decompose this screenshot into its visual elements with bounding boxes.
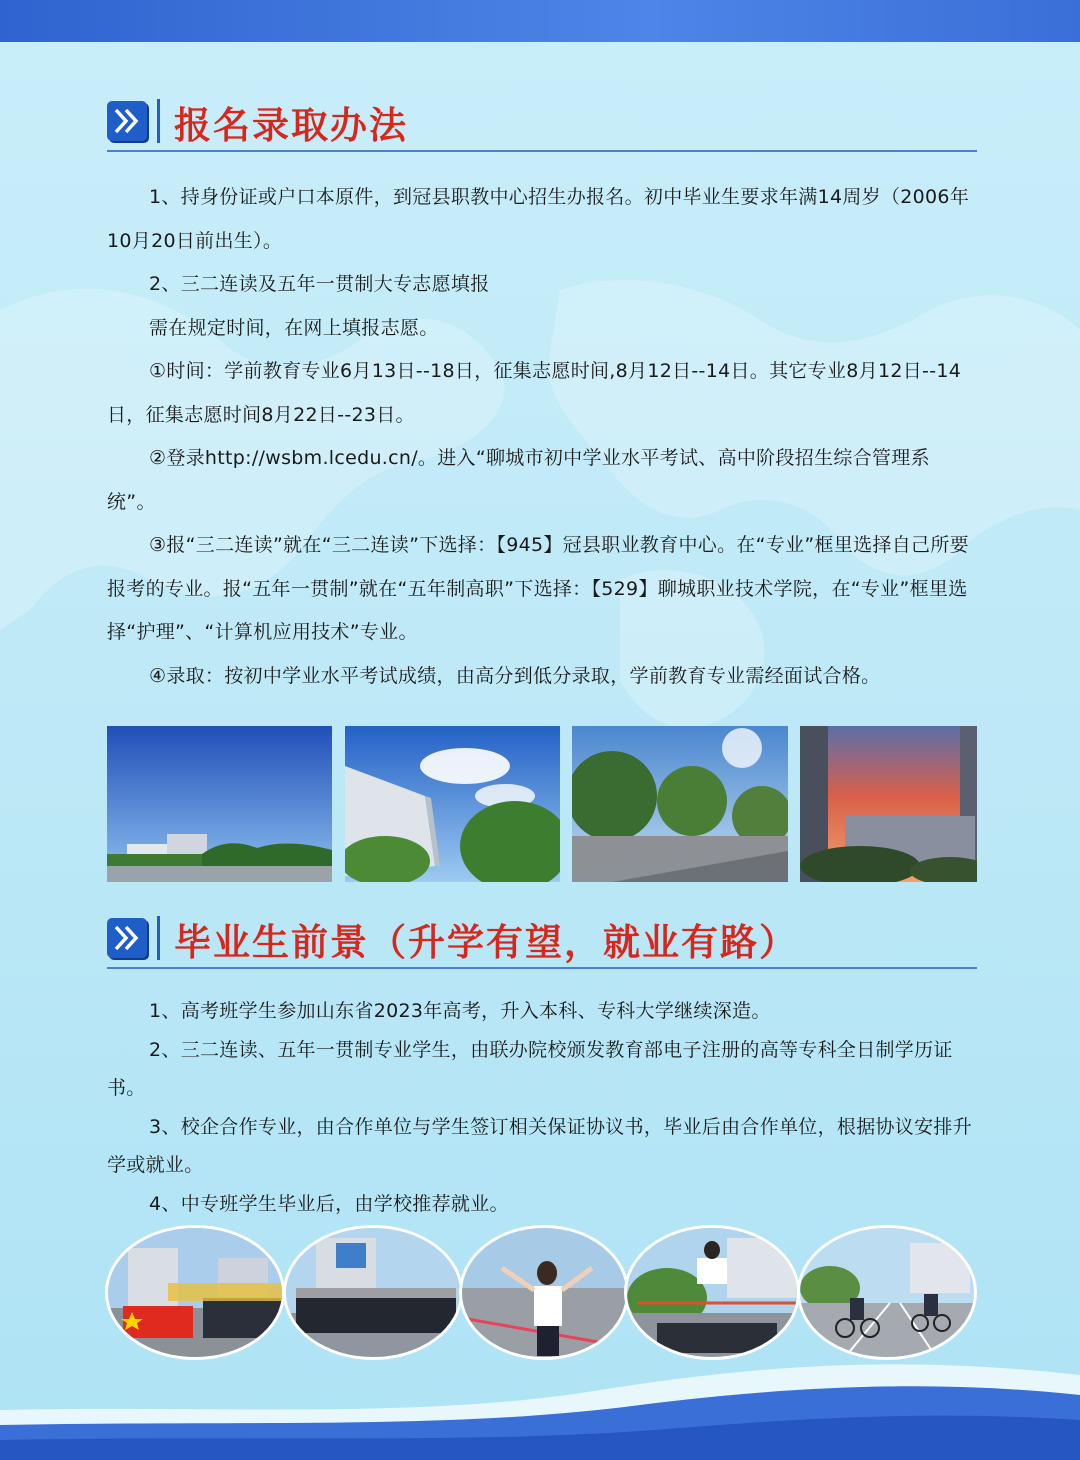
section1-paragraph-4: ①时间：学前教育专业6月13日--18日，征集志愿时间,8月12日--14日。其它专业8月12日--14日，征集志愿时间8月22日--23日。 [107, 360, 962, 426]
section1-paragraph-7: ④录取：按初中学业水平考试成绩，由高分到低分录取，学前教育专业需经面试合格。 [149, 664, 881, 687]
campus-photo-3 [572, 726, 788, 882]
section2-paragraph-2: 2、三二连读、五年一贯制专业学生，由联办院校颁发教育部电子注册的高等专科全日制学历证书。 [107, 1038, 953, 1099]
activity-photo-flag-ceremony [105, 1225, 285, 1360]
header-rule [107, 150, 977, 152]
header-divider-bar [157, 916, 160, 960]
section1-paragraph-3: 需在规定时间，在网上填报志愿。 [149, 316, 439, 339]
section1-paragraph-2: 2、三二连读及五年一贯制大专志愿填报 [149, 273, 490, 295]
header-rule [107, 967, 977, 969]
section2-body [107, 992, 977, 1223]
section1-body [107, 176, 977, 698]
bottom-wave-decoration [0, 1350, 1080, 1460]
campus-photo-2 [345, 726, 560, 882]
section2-paragraph-1: 1、高考班学生参加山东省2023年高考，升入本科、专科大学继续深造。 [149, 1000, 771, 1022]
activity-photo-race [459, 1225, 629, 1360]
section2-paragraph-3: 3、校企合作专业，由合作单位与学生签订相关保证协议书，毕业后由合作单位，根据协议安排升学或就业。 [107, 1115, 972, 1176]
activity-photo-cycling [797, 1225, 977, 1360]
activity-photo-march [283, 1225, 463, 1360]
section1-paragraph-6: ③报“三二连读”就在“三二连读”下选择：【945】冠县职业教育中心。在“专业”框里选择自己所要报考的专业。报“五年一贯制”就在“五年制高职”下选择：【529】聊城职业技术学院，在“专业”框里选择“护理”、“计算机应用技术”专业。 [107, 534, 969, 643]
section2-header [107, 912, 977, 972]
campus-photo-4 [800, 726, 977, 882]
activity-photo-high-jump [624, 1225, 800, 1360]
header-divider-bar [157, 99, 160, 143]
section1-paragraph-1: 1、持身份证或户口本原件，到冠县职教中心招生办报名。初中毕业生要求年满14周岁（2006年10月20日前出生）。 [107, 186, 970, 252]
section2-title: 毕业生前景（升学有望，就业有路） [174, 921, 798, 964]
top-band [0, 0, 1080, 42]
section1-paragraph-5: ②登录http://wsbm.lcedu.cn/。进入“聊城市初中学业水平考试、高中阶段招生综合管理系统”。 [107, 447, 930, 513]
double-chevron-right-icon [107, 918, 147, 958]
section1-title: 报名录取办法 [174, 104, 408, 147]
section1-header [107, 95, 977, 155]
double-chevron-right-icon [107, 101, 147, 141]
section2-paragraph-4: 4、中专班学生毕业后，由学校推荐就业。 [149, 1192, 509, 1215]
campus-photo-1 [107, 726, 332, 882]
